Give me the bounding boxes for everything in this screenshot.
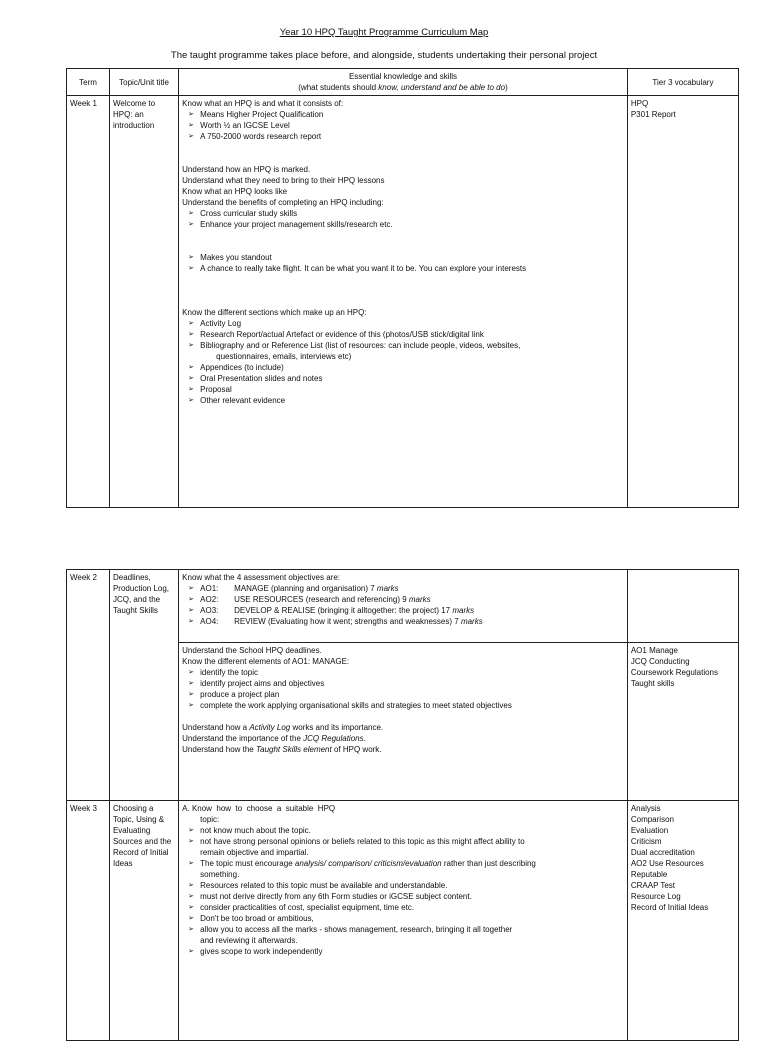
list-item: ➢ Cross curricular study skills bbox=[182, 208, 624, 219]
list-item: ➢ not have strong personal opinions or beliefs related to this topic as this might affect ability to bbox=[182, 836, 624, 847]
list-item: ➢ Worth ½ an IGCSE Level bbox=[182, 120, 624, 131]
essential-cell-manage: Understand the School HPQ deadlines. Know the different elements of AO1: MANAGE: ➢ identify the topic ➢ identify project aims and objectives ➢ produce a project plan ➢ complete the work applying organisational skills and strategies to meet stated objectives Understand how a Activity Log works and its importance. Understand the importance of the JCQ Regulations. Understand how the Taught Skills element of HPQ work. bbox=[179, 643, 628, 801]
list-item: ➢ Makes you standout bbox=[182, 252, 624, 263]
list-item: ➢ consider practicalities of cost, specialist equipment, time etc. bbox=[182, 902, 624, 913]
curriculum-table-week1 bbox=[66, 68, 739, 508]
vocab-cell: AO1 Manage JCQ Conducting Coursework Regulations Taught skills bbox=[627, 643, 738, 801]
list-item: ➢ allow you to access all the marks - shows management, research, bringing it all together bbox=[182, 924, 624, 935]
list-item: ➢ AO1: MANAGE (planning and organisation) 7 marks bbox=[182, 583, 624, 594]
header-essential-line1: Essential knowledge and skills bbox=[348, 72, 458, 81]
header-topic: Topic/Unit title bbox=[109, 69, 178, 96]
table-row-week3 bbox=[67, 801, 739, 1041]
list-item: ➢ not know much about the topic. bbox=[182, 825, 624, 836]
essential-cell-aos: Know what the 4 assessment objectives are: ➢ AO1: MANAGE (planning and organisation) 7 marks ➢ AO2: USE RESOURCES (research and referencing) 9 marks ➢ AO3: DEVELOP & REALISE (bringing it alltogether: the project) 17 marks ➢ AO4: REVIEW (Evaluating how it went; strengths and weaknesses) 7 marks bbox=[179, 570, 628, 643]
list-item: ➢ identify project aims and objectives bbox=[182, 678, 624, 689]
list-item: ➢ Research Report/actual Artefact or evidence of this (photos/USB stick/digital link bbox=[182, 329, 624, 340]
essential-cell: A. Know how to choose a suitable HPQ topic: ➢ not know much about the topic. ➢ not have strong personal opinions or beliefs related to this topic as this might affect ability to remain objective and impartial. ➢ The topic must encourage analysis/ comparison/ criticism/evaluation rather than just describing something. ➢ Resources related to this topic must be available and understandable. ➢ must not derive directly from any 6th Form studies or iGCSE subject content. ➢ consider practicalities of cost, specialist equipment, time etc. ➢ Don't be too broad or ambitious, ➢ allow you to access all the marks - shows management, research, bringing it all together and reviewing it afterwards. ➢ gives scope to work independently bbox=[179, 801, 628, 1041]
vocab-cell: Analysis Comparison Evaluation Criticism Dual accreditation AO2 Use Resources Reputable CRAAP Test Resource Log Record of Initial Ideas bbox=[627, 801, 738, 1041]
list-item: ➢ produce a project plan bbox=[182, 689, 624, 700]
list-item: ➢ Appendices (to include) bbox=[182, 362, 624, 373]
list-item: ➢ Enhance your project management skills/research etc. bbox=[182, 219, 624, 230]
list-item: ➢ gives scope to work independently bbox=[182, 946, 624, 957]
header-essential bbox=[179, 69, 628, 96]
list-item: ➢ Don't be too broad or ambitious, bbox=[182, 913, 624, 924]
vocab-cell bbox=[627, 570, 738, 643]
list-item: ➢ AO2: USE RESOURCES (research and referencing) 9 marks bbox=[182, 594, 624, 605]
list-item: ➢ Resources related to this topic must be available and understandable. bbox=[182, 880, 624, 891]
list-item: ➢ complete the work applying organisational skills and strategies to meet stated objectives bbox=[182, 700, 624, 711]
topic-cell: Welcome to HPQ: an introduction bbox=[109, 96, 178, 508]
list-item: ➢ Oral Presentation slides and notes bbox=[182, 373, 624, 384]
list-item: ➢ Bibliography and or Reference List (list of resources: can include people, videos, websites, bbox=[182, 340, 624, 351]
topic-cell: Choosing a Topic, Using & Evaluating Sources and the Record of Initial Ideas bbox=[109, 801, 178, 1041]
topic-cell: Deadlines, Production Log, JCQ, and the Taught Skills bbox=[109, 570, 178, 801]
term-cell: Week 3 bbox=[67, 801, 110, 1041]
document-subtitle: The taught programme takes place before, and alongside, students undertaking their personal project bbox=[170, 50, 598, 61]
list-item: ➢ Means Higher Project Qualification bbox=[182, 109, 624, 120]
table-row-week2 bbox=[67, 570, 739, 643]
essential-cell: Know what an HPQ is and what it consists of: ➢ Means Higher Project Qualification ➢ Worth ½ an IGCSE Level ➢ A 750-2000 words research report Understand how an HPQ is marked. Understand what they need to bring to their HPQ lessons Know what an HPQ looks like Understand the benefits of completing an HPQ including: ➢ Cross curricular study skills ➢ Enhance your project management skills/research etc. ➢ Makes you standout ➢ A chance to really take flight. It can be what you want it to be. You can explore your interests Know the different sections which make up an HPQ: ➢ Activity Log ➢ Research Report/actual Artefact or evidence of this (photos/USB stick/digital link ➢ Bibliography and or Reference List (list of resources: can include people, videos, websites, questionnaires, emails, interviews etc) ➢ Appendices (to include) ➢ Oral Presentation slides and notes ➢ Proposal ➢ Other relevant evidence bbox=[179, 96, 628, 508]
document-title: Year 10 HPQ Taught Programme Curriculum Map bbox=[279, 27, 489, 38]
header-vocab: Tier 3 vocabulary bbox=[627, 69, 738, 96]
vocab-cell: HPQ P301 Report bbox=[627, 96, 738, 508]
list-item: ➢ identify the topic bbox=[182, 667, 624, 678]
list-item: ➢ Other relevant evidence bbox=[182, 395, 624, 406]
list-item: ➢ A chance to really take flight. It can be what you want it to be. You can explore your interests bbox=[182, 263, 624, 274]
list-item: ➢ AO3: DEVELOP & REALISE (bringing it alltogether: the project) 17 marks bbox=[182, 605, 624, 616]
term-cell: Week 1 bbox=[67, 96, 110, 508]
list-item: ➢ A 750-2000 words research report bbox=[182, 131, 624, 142]
list-item: ➢ must not derive directly from any 6th Form studies or iGCSE subject content. bbox=[182, 891, 624, 902]
term-cell: Week 2 bbox=[67, 570, 110, 801]
header-term: Term bbox=[67, 69, 110, 96]
table-header-row bbox=[67, 69, 739, 96]
list-item: ➢ Proposal bbox=[182, 384, 624, 395]
list-item: ➢ The topic must encourage analysis/ comparison/ criticism/evaluation rather than just describing bbox=[182, 858, 624, 869]
table-row-week1 bbox=[67, 96, 739, 508]
header-essential-line2: (what students should know, understand and be able to do) bbox=[298, 83, 508, 92]
list-item: ➢ AO4: REVIEW (Evaluating how it went; strengths and weaknesses) 7 marks bbox=[182, 616, 624, 627]
list-item: ➢ Activity Log bbox=[182, 318, 624, 329]
curriculum-table-weeks2-3 bbox=[66, 569, 739, 1041]
